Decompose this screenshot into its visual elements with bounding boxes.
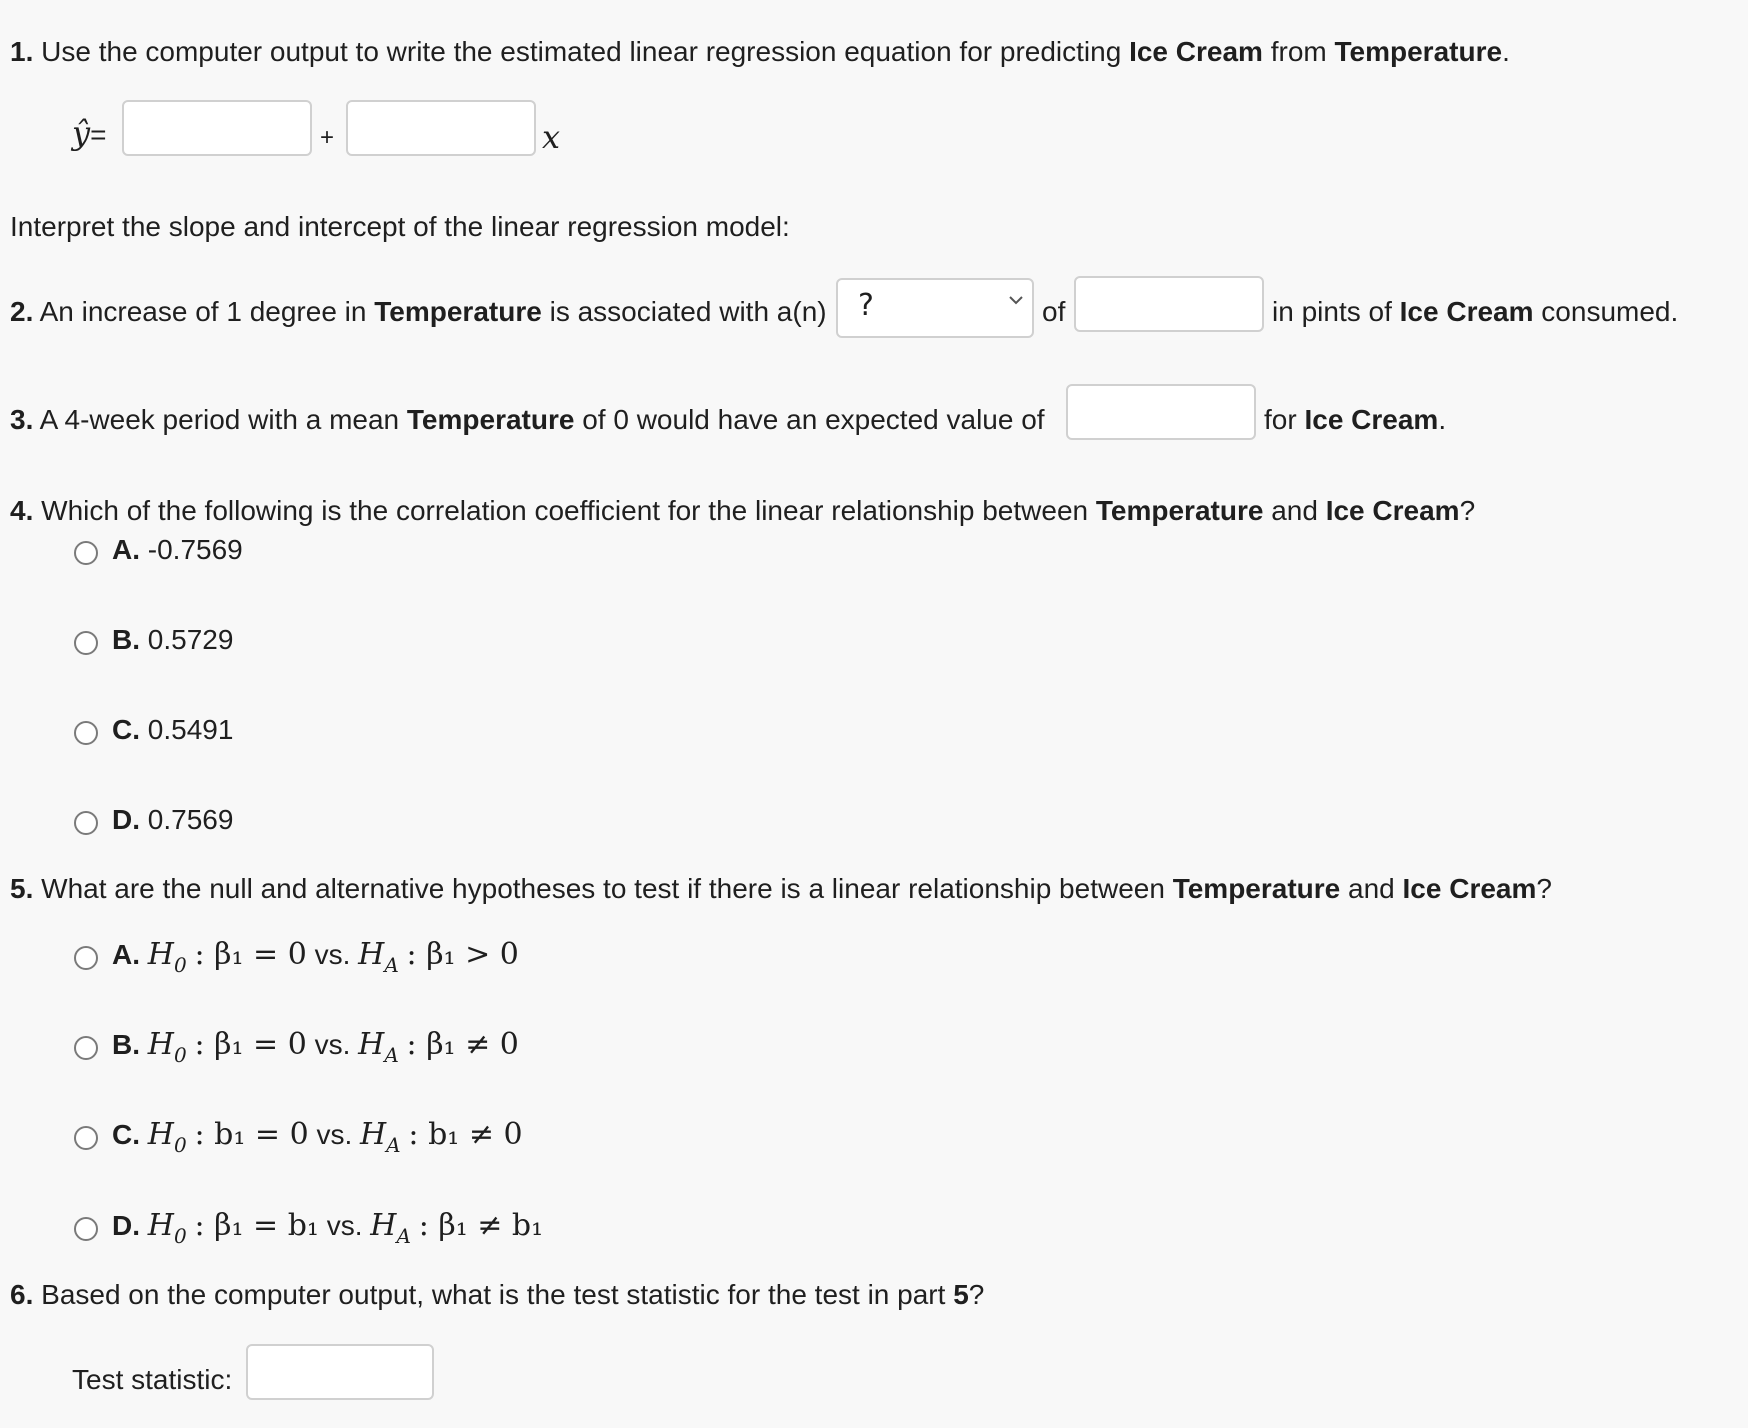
interpret-heading: Interpret the slope and intercept of the linear regression model: [10,211,790,242]
y-hat-symbol [72,114,106,152]
text: What are the null and alternative hypotheses to test if there is a linear relationship between [33,873,1173,904]
radio-q4-c[interactable] [74,721,98,745]
test-statistic-field[interactable] [246,1344,434,1400]
chevron-down-icon [1006,290,1026,310]
bold-term: Ice Cream [1402,873,1537,904]
option-q5-c: C. $H_0$ : b₁ = 0 vs. $H_A$ : b₁ ≠ 0 [112,1117,523,1157]
option-letter: A. [112,939,140,970]
option-q4-a [112,530,243,570]
radio-q4-b[interactable] [74,631,98,655]
radio-q5-d[interactable] [74,1217,98,1241]
text: ? [1536,873,1552,904]
text: of 0 would have an expected value of [574,404,1045,435]
option-q5-a: A. $H_0$ : β₁ = 0 vs. $H_A$ : β₁ > 0 [112,937,519,977]
null-hypothesis: β₁ = 0 [214,1027,307,1062]
plus-sign: + [320,124,335,151]
vs-text: vs. [326,1210,363,1241]
text: ? [968,1279,985,1310]
text: A 4-week period with a mean [33,404,407,435]
question-3-tail [1264,400,1446,440]
option-letter: C. [112,1119,140,1150]
text: and [1340,873,1403,904]
text: Based on the computer output, what is the test statistic for the test in part [33,1279,954,1310]
text: . [1502,36,1510,67]
option-letter: D. [112,804,140,835]
of-label: of [1042,296,1066,327]
question-5-text [10,869,1552,909]
radio-q4-a[interactable] [74,541,98,565]
text: for [1264,404,1305,435]
option-text: 0.5491 [140,714,234,745]
vs-text: vs. [314,939,351,970]
bold-term: Temperature [1095,495,1264,526]
option-q5-b: B. $H_0$ : β₁ = 0 vs. $H_A$ : β₁ ≠ 0 [112,1027,519,1067]
dropdown-selected-value: ? [858,288,874,323]
text: consumed. [1533,296,1679,327]
question-4-text [10,491,1475,531]
intercept-field[interactable] [122,100,312,156]
text: Use the computer output to write the estimated linear regression equation for predicting [33,36,1130,67]
option-q5-d: D. $H_0$ : β₁ = b₁ vs. $H_A$ : β₁ ≠ b₁ [112,1208,544,1248]
text: is associated with a(n) [541,296,827,327]
bold-term: Ice Cream [1325,495,1460,526]
text: An increase of 1 degree in [33,296,375,327]
slope-change-field[interactable] [1074,276,1264,332]
question-2-text [10,292,827,332]
question-number: 3. [10,404,34,435]
bold-term: Temperature [1172,873,1341,904]
alt-hypothesis: b₁ ≠ 0 [428,1117,523,1152]
null-hypothesis: b₁ = 0 [214,1117,309,1152]
test-statistic-label: Test statistic: [72,1364,233,1395]
option-text: 0.5729 [140,624,234,655]
text: in pints of [1272,296,1400,327]
option-q4-d [112,800,233,840]
bold-term: Temperature [1334,36,1503,67]
question-number: 6. [10,1279,34,1310]
question-number: 4. [10,495,34,526]
null-hypothesis: β₁ = b₁ [214,1208,319,1243]
y-hat: ŷ [72,114,91,152]
question-1-text [10,32,1510,72]
option-letter: B. [112,1029,140,1060]
bold-term: 5 [953,1279,969,1310]
radio-q5-b[interactable] [74,1036,98,1060]
slope-field[interactable] [346,100,536,156]
question-2-tail [1272,292,1678,332]
text: ? [1459,495,1476,526]
text: and [1263,495,1326,526]
option-letter: C. [112,714,140,745]
option-letter: B. [112,624,140,655]
question-number: 2. [10,296,34,327]
equals-sign: = [90,119,107,150]
bold-term: Temperature [406,404,575,435]
bold-term: Ice Cream [1399,296,1534,327]
option-q4-b [112,620,233,660]
alt-hypothesis: β₁ ≠ 0 [426,1027,519,1062]
bold-term: Ice Cream [1129,36,1263,67]
intercept-input[interactable] [124,102,310,154]
text: Which of the following is the correlation coefficient for the linear relationship between [33,495,1096,526]
text: from [1262,36,1335,67]
option-letter: A. [112,534,140,565]
radio-q5-a[interactable] [74,946,98,970]
question-number: 5. [10,873,34,904]
null-hypothesis: β₁ = 0 [214,937,307,972]
alt-hypothesis: β₁ ≠ b₁ [438,1208,544,1243]
radio-q4-d[interactable] [74,811,98,835]
test-statistic-input[interactable] [248,1346,432,1398]
option-q4-c [112,710,233,750]
radio-q5-c[interactable] [74,1126,98,1150]
question-6-text [10,1275,984,1315]
slope-change-input[interactable] [1076,278,1262,330]
text: . [1438,404,1447,435]
bold-term: Ice Cream [1304,404,1439,435]
vs-text: vs. [314,1029,351,1060]
bold-term: Temperature [374,296,542,327]
question-3-text [10,400,1045,440]
intercept-value-input[interactable] [1068,386,1254,438]
option-text: -0.7569 [140,534,243,565]
intercept-value-field[interactable] [1066,384,1256,440]
option-text: 0.7569 [140,804,234,835]
alt-hypothesis: β₁ > 0 [426,937,519,972]
increase-decrease-dropdown[interactable] [836,278,1034,338]
vs-text: vs. [316,1119,353,1150]
x-variable: x [542,118,561,156]
option-letter: D. [112,1210,140,1241]
question-number: 1. [10,36,34,67]
slope-input[interactable] [348,102,534,154]
